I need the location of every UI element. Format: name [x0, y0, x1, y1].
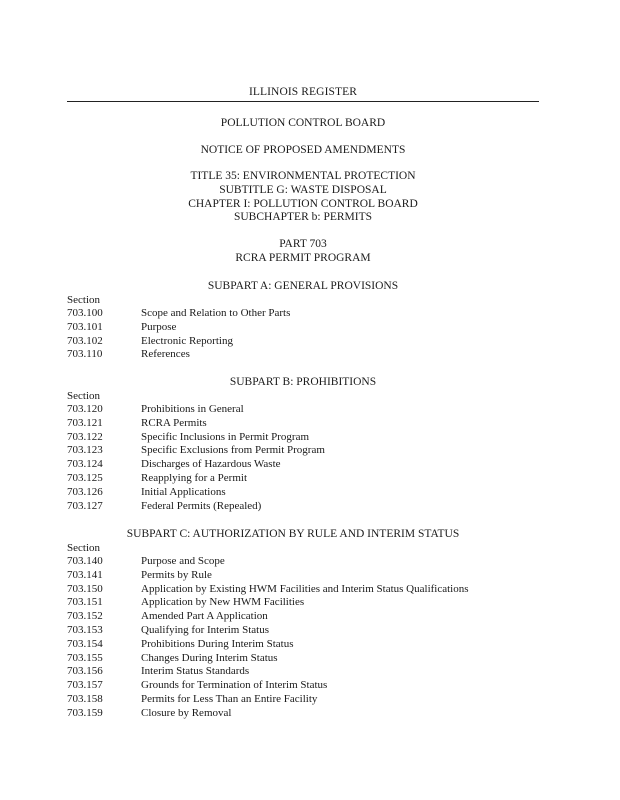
subpart-b-section-list: [67, 403, 537, 513]
list-item: [67, 583, 537, 597]
section-number: 703.123: [67, 444, 103, 457]
section-title: Changes During Interim Status: [141, 651, 278, 664]
section-title: Discharges of Hazardous Waste: [141, 458, 281, 471]
list-item: [67, 486, 537, 500]
section-number: 703.158: [67, 692, 103, 705]
section-number: 703.157: [67, 679, 103, 692]
section-label: Section: [67, 294, 100, 306]
section-title: Purpose: [141, 320, 177, 333]
subpart-c-heading: SUBPART C: AUTHORIZATION BY RULE AND INTERIM STATUS: [126, 528, 460, 540]
title-line: TITLE 35: ENVIRONMENTAL PROTECTION: [190, 170, 416, 182]
register-header: ILLINOIS REGISTER: [248, 86, 358, 98]
subpart-b-heading: SUBPART B: PROHIBITIONS: [229, 376, 377, 388]
section-title: Permits for Less Than an Entire Facility: [141, 692, 318, 705]
subtitle-line: SUBTITLE G: WASTE DISPOSAL: [219, 184, 387, 196]
list-item: [67, 431, 537, 445]
section-title: Specific Inclusions in Permit Program: [141, 430, 310, 443]
section-number: 703.101: [67, 320, 103, 333]
section-number: 703.124: [67, 458, 103, 471]
section-number: 703.120: [67, 403, 103, 415]
section-title: Scope and Relation to Other Parts: [141, 307, 291, 319]
list-item: [67, 624, 537, 638]
section-title: Application by New HWM Facilities: [141, 596, 305, 609]
list-item: [67, 458, 537, 472]
section-title: Qualifying for Interim Status: [141, 623, 270, 636]
chapter-line: CHAPTER I: POLLUTION CONTROL BOARD: [188, 198, 418, 210]
list-item: [67, 472, 537, 486]
section-title: Grounds for Termination of Interim Status: [141, 679, 328, 692]
list-item: [67, 500, 537, 514]
section-number: 703.152: [67, 610, 103, 623]
list-item: [67, 348, 537, 362]
list-item: [67, 403, 537, 417]
section-title: References: [141, 348, 190, 361]
section-title: Closure by Removal: [141, 706, 232, 719]
section-label: Section: [67, 542, 100, 554]
section-number: 703.159: [67, 706, 103, 719]
section-title: Federal Permits (Repealed): [141, 499, 262, 512]
section-title: Interim Status Standards: [141, 665, 250, 678]
part-number: PART 703: [279, 238, 327, 250]
list-item: [67, 652, 537, 666]
section-number: 703.151: [67, 596, 103, 609]
list-item: [67, 665, 537, 679]
list-item: [67, 555, 537, 569]
section-title: Permits by Rule: [141, 568, 212, 581]
section-title: Electronic Reporting: [141, 334, 233, 347]
subpart-c-section-list: [67, 555, 537, 721]
section-number: 703.156: [67, 665, 103, 678]
subpart-a-heading: SUBPART A: GENERAL PROVISIONS: [207, 280, 399, 292]
list-item: [67, 307, 537, 321]
list-item: [67, 444, 537, 458]
section-number: 703.121: [67, 416, 103, 429]
list-item: [67, 321, 537, 335]
list-item: [67, 707, 537, 721]
list-item: [67, 679, 537, 693]
list-item: [67, 596, 537, 610]
header-rule: [67, 101, 539, 102]
list-item: [67, 693, 537, 707]
part-name: RCRA PERMIT PROGRAM: [235, 252, 371, 264]
subpart-a-section-list: [67, 307, 537, 362]
section-number: 703.100: [67, 307, 103, 319]
section-label: Section: [67, 390, 100, 402]
section-number: 703.141: [67, 568, 103, 581]
section-number: 703.150: [67, 582, 103, 595]
list-item: [67, 610, 537, 624]
section-number: 703.127: [67, 499, 103, 512]
section-title: Amended Part A Application: [141, 610, 268, 623]
section-number: 703.102: [67, 334, 103, 347]
section-title: Specific Exclusions from Permit Program: [141, 444, 325, 457]
list-item: [67, 417, 537, 431]
section-number: 703.125: [67, 471, 103, 484]
section-title: Prohibitions in General: [141, 403, 244, 415]
section-title: RCRA Permits: [141, 416, 207, 429]
section-number: 703.110: [67, 348, 103, 361]
section-title: Prohibitions During Interim Status: [141, 637, 294, 650]
section-number: 703.154: [67, 637, 103, 650]
section-number: 703.155: [67, 651, 103, 664]
section-number: 703.126: [67, 485, 103, 498]
list-item: [67, 638, 537, 652]
section-number: 703.153: [67, 623, 103, 636]
subchapter-line: SUBCHAPTER b: PERMITS: [233, 211, 373, 223]
section-title: Initial Applications: [141, 485, 226, 498]
section-title: Purpose and Scope: [141, 555, 225, 567]
section-title: Reapplying for a Permit: [141, 471, 248, 484]
list-item: [67, 335, 537, 349]
section-number: 703.140: [67, 555, 103, 567]
section-title: Application by Existing HWM Facilities and Interim Status Qualifications: [141, 582, 469, 595]
board-name: POLLUTION CONTROL BOARD: [220, 117, 386, 129]
section-number: 703.122: [67, 430, 103, 443]
notice-title: NOTICE OF PROPOSED AMENDMENTS: [200, 144, 406, 156]
list-item: [67, 569, 537, 583]
